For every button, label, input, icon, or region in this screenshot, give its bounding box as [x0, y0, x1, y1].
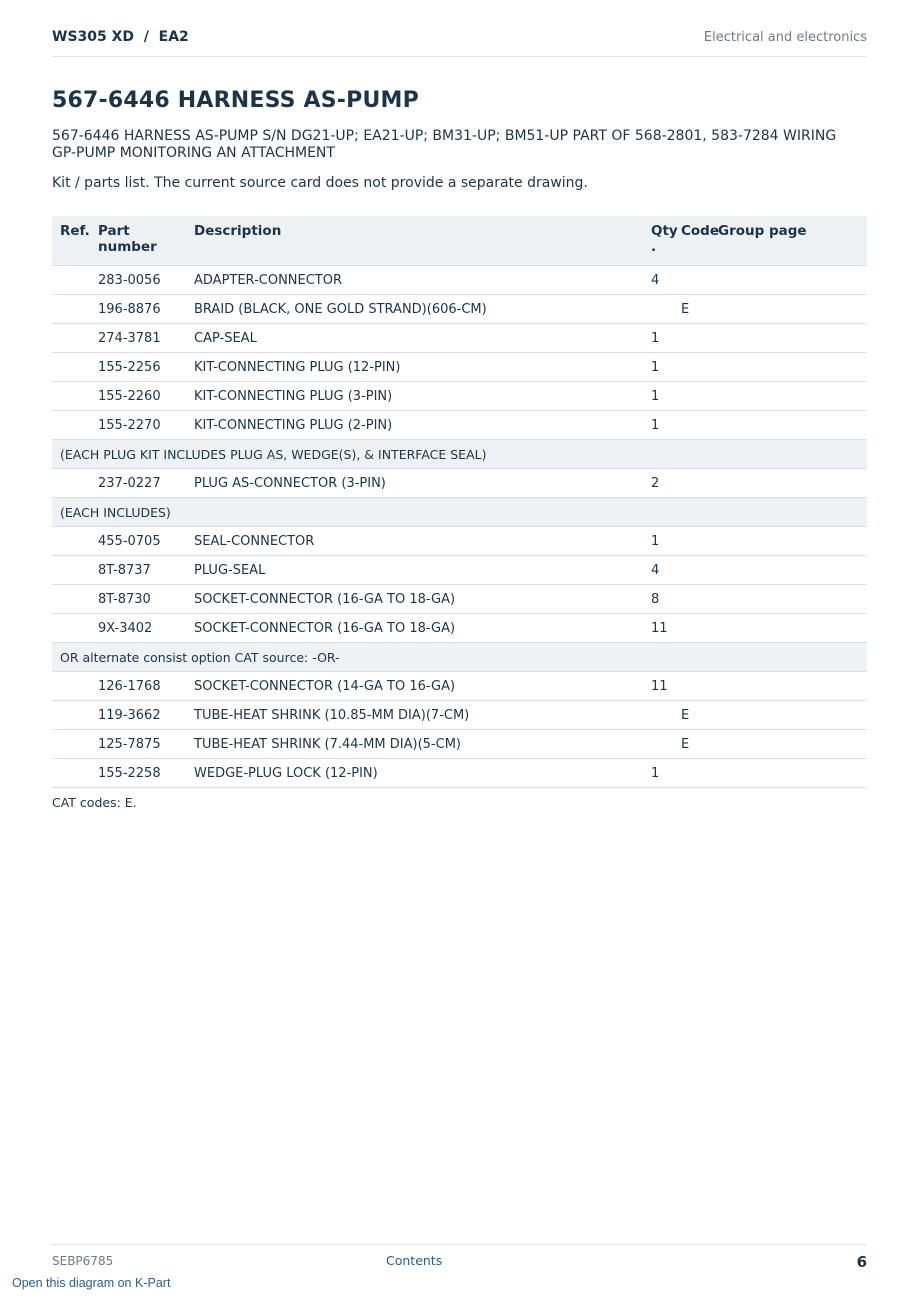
group-page-cell [710, 614, 867, 643]
note-text: (EACH PLUG KIT INCLUDES PLUG AS, WEDGE(S), & INTERFACE SEAL) [52, 440, 867, 469]
ref-cell [52, 614, 90, 643]
ref-cell [52, 382, 90, 411]
table-row [52, 672, 867, 701]
open-diagram-link[interactable]: Open this diagram on K-Part [12, 1276, 171, 1290]
qty-cell: 4 [643, 556, 673, 585]
ref-cell [52, 266, 90, 295]
table-row [52, 469, 867, 498]
group-page-cell [710, 295, 867, 324]
description-cell: PLUG AS-CONNECTOR (3-PIN) [186, 469, 643, 498]
code-cell [673, 672, 710, 701]
document-page [52, 0, 867, 1300]
table-row [52, 382, 867, 411]
qty-cell: 11 [643, 672, 673, 701]
qty-cell: 1 [643, 382, 673, 411]
part-number-cell: 9X-3402 [90, 614, 186, 643]
ref-cell [52, 556, 90, 585]
ref-cell [52, 295, 90, 324]
ref-cell [52, 672, 90, 701]
parts-table-header [52, 216, 867, 266]
qty-cell: 1 [643, 353, 673, 382]
table-row [52, 759, 867, 788]
code-cell: E [673, 701, 710, 730]
parts-table [52, 216, 867, 788]
description-cell: SOCKET-CONNECTOR (16-GA TO 18-GA) [186, 585, 643, 614]
header-qty: Qty . [643, 216, 673, 266]
part-number-cell: 283-0056 [90, 266, 186, 295]
part-number-cell: 455-0705 [90, 527, 186, 556]
table-row [52, 556, 867, 585]
qty-cell: 1 [643, 527, 673, 556]
code-cell [673, 324, 710, 353]
code-cell [673, 382, 710, 411]
ref-cell [52, 353, 90, 382]
contents-link[interactable]: Contents [386, 1253, 443, 1268]
part-number-cell: 155-2256 [90, 353, 186, 382]
part-number-cell: 8T-8737 [90, 556, 186, 585]
ref-cell [52, 701, 90, 730]
ref-cell [52, 324, 90, 353]
cat-codes-note: CAT codes: E. [52, 795, 137, 810]
table-note-row [52, 440, 867, 469]
ref-cell [52, 730, 90, 759]
model-breadcrumb: WS305 XD / EA2 [52, 29, 189, 45]
description-cell: KIT-CONNECTING PLUG (3-PIN) [186, 382, 643, 411]
group-page-cell [710, 759, 867, 788]
table-note-row [52, 643, 867, 672]
qty-cell: 1 [643, 759, 673, 788]
ref-cell [52, 585, 90, 614]
code-cell [673, 411, 710, 440]
code-cell [673, 759, 710, 788]
table-note-row [52, 498, 867, 527]
page-footer [52, 1244, 867, 1275]
group-page-cell [710, 324, 867, 353]
part-number-cell: 196-8876 [90, 295, 186, 324]
part-number-cell: 155-2258 [90, 759, 186, 788]
page-number: 6 [856, 1253, 867, 1271]
qty-cell: 1 [643, 324, 673, 353]
table-row [52, 614, 867, 643]
part-number-cell: 237-0227 [90, 469, 186, 498]
header-description: Description [186, 216, 643, 266]
page-title: 567-6446 HARNESS AS-PUMP [52, 88, 419, 113]
description-cell: SOCKET-CONNECTOR (14-GA TO 16-GA) [186, 672, 643, 701]
description-cell: ADAPTER-CONNECTOR [186, 266, 643, 295]
source-note: Kit / parts list. The current source card does not provide a separate drawing. [52, 175, 588, 191]
section-name: Electrical and electronics [703, 30, 867, 45]
qty-cell [643, 730, 673, 759]
description-cell: KIT-CONNECTING PLUG (2-PIN) [186, 411, 643, 440]
group-page-cell [710, 266, 867, 295]
ref-cell [52, 527, 90, 556]
description-cell: TUBE-HEAT SHRINK (7.44-MM DIA)(5-CM) [186, 730, 643, 759]
ref-cell [52, 759, 90, 788]
qty-cell [643, 295, 673, 324]
qty-cell: 11 [643, 614, 673, 643]
part-number-cell: 8T-8730 [90, 585, 186, 614]
part-number-cell: 125-7875 [90, 730, 186, 759]
description-cell: SOCKET-CONNECTOR (16-GA TO 18-GA) [186, 614, 643, 643]
description-cell: TUBE-HEAT SHRINK (10.85-MM DIA)(7-CM) [186, 701, 643, 730]
code-cell [673, 266, 710, 295]
table-row [52, 324, 867, 353]
note-text: OR alternate consist option CAT source: -OR- [52, 643, 867, 672]
table-row [52, 527, 867, 556]
part-number-cell: 155-2270 [90, 411, 186, 440]
table-row [52, 266, 867, 295]
description-cell: CAP-SEAL [186, 324, 643, 353]
qty-cell: 2 [643, 469, 673, 498]
qty-cell: 4 [643, 266, 673, 295]
table-row [52, 701, 867, 730]
header-part-number: Part number [90, 216, 186, 266]
table-row [52, 295, 867, 324]
table-row [52, 411, 867, 440]
group-page-cell [710, 411, 867, 440]
ref-cell [52, 411, 90, 440]
table-row [52, 353, 867, 382]
code-cell [673, 614, 710, 643]
qty-cell: 1 [643, 411, 673, 440]
group-page-cell [710, 585, 867, 614]
table-row [52, 585, 867, 614]
description-cell: KIT-CONNECTING PLUG (12-PIN) [186, 353, 643, 382]
group-page-cell [710, 469, 867, 498]
table-row [52, 730, 867, 759]
group-page-cell [710, 556, 867, 585]
document-number: SEBP6785 [52, 1254, 114, 1268]
qty-cell: 8 [643, 585, 673, 614]
code-cell: E [673, 295, 710, 324]
code-cell [673, 585, 710, 614]
code-cell [673, 353, 710, 382]
code-cell [673, 556, 710, 585]
code-cell [673, 469, 710, 498]
page-subtitle: 567-6446 HARNESS AS-PUMP S/N DG21-UP; EA21-UP; BM31-UP; BM51-UP PART OF 568-2801, 583-7284 WIRING GP-PUMP MONITORING AN ATTACHMENT [52, 128, 837, 161]
header-group-page: Group page [710, 216, 867, 266]
qty-cell [643, 701, 673, 730]
part-number-cell: 126-1768 [90, 672, 186, 701]
header-code: Code [673, 216, 710, 266]
page-header [52, 28, 867, 57]
description-cell: SEAL-CONNECTOR [186, 527, 643, 556]
note-text: (EACH INCLUDES) [52, 498, 867, 527]
group-page-cell [710, 382, 867, 411]
description-cell: PLUG-SEAL [186, 556, 643, 585]
part-number-cell: 119-3662 [90, 701, 186, 730]
group-page-cell [710, 730, 867, 759]
group-page-cell [710, 527, 867, 556]
group-page-cell [710, 672, 867, 701]
header-ref: Ref. [52, 216, 90, 266]
description-cell: WEDGE-PLUG LOCK (12-PIN) [186, 759, 643, 788]
group-page-cell [710, 353, 867, 382]
code-cell [673, 527, 710, 556]
description-cell: BRAID (BLACK, ONE GOLD STRAND)(606-CM) [186, 295, 643, 324]
part-number-cell: 155-2260 [90, 382, 186, 411]
parts-table-body [52, 266, 867, 788]
ref-cell [52, 469, 90, 498]
group-page-cell [710, 701, 867, 730]
code-cell: E [673, 730, 710, 759]
part-number-cell: 274-3781 [90, 324, 186, 353]
